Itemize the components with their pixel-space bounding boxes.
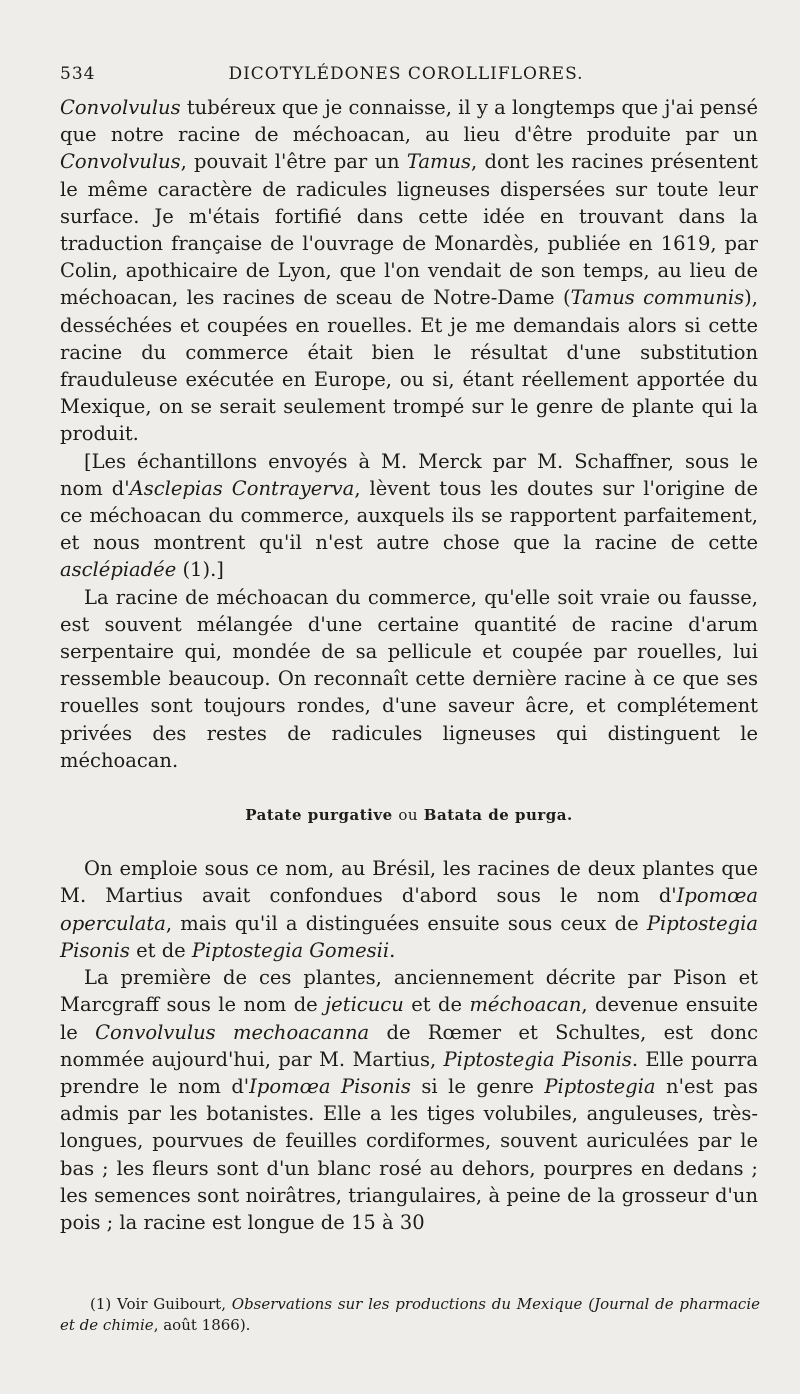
italic-run: Ipomœa Pisonis [249, 1074, 411, 1098]
italic-run: Ipomœa operculata [60, 884, 758, 935]
text-run: , dont les racines présentent le même caractère de radicules ligneuses dispersées sur toute leur surface. Je m'étais fortifié dans cette idée en trouvant dans la traduction française de l'ouvrage de Monardès, publiée en 1619, par Colin, apothicaire de Lyon, que l'on vendait de son temps, au lieu de méchoacan, les racines de sceau de Notre-Dame ( [60, 150, 758, 310]
text-run: [Les échantillons envoyés à M. Merck par M. Schaffner, sous le nom d' [60, 449, 758, 500]
section-heading-connector: ou [398, 806, 419, 825]
italic-run: Piptostegia Gomesii [191, 938, 390, 962]
italic-run: Convolvulus mechoacanna [95, 1020, 370, 1044]
text-run: , devenue ensuite le [60, 993, 758, 1044]
page-number: 534 [60, 64, 96, 84]
text-run: n'est pas admis par les botanistes. Elle a les tiges volubiles, anguleuses, très-longues, pourvues de feuilles cordiformes, souvent auriculées par le bas ; les fleurs sont d'un blanc rosé au dehors, pourpres en dedans ; les semences sont noirâtres, triangulaires, à peine de la grosseur d'un pois ; la racine est longue de 15 à 30 [60, 1074, 758, 1234]
paragraph [60, 94, 758, 448]
section-heading [60, 802, 758, 829]
italic-run: Piptostegia Pisonis [443, 1047, 632, 1071]
paragraph [60, 584, 758, 774]
italic-run: asclépiadée [60, 558, 177, 582]
italic-run: Piptostegia Pisonis [60, 911, 758, 962]
text-run: , mais qu'il a distinguées ensuite sous ceux de [165, 911, 647, 935]
text-run: , lèvent tous les doutes sur l'origine de ce méchoacan du commerce, auxquels ils se rapportent parfaitement, et nous montrent qu'il n'est autre chose que la racine de cette [60, 476, 758, 555]
paragraph [60, 964, 758, 1236]
text-run: ), desséchées et coupées en rouelles. Et je me demandais alors si cette racine du commerce était bien le résultat d'une substitution frauduleuse exécutée en Europe, ou si, étant réellement apportée du Mexique, on se serait seulement trompé sur le genre de plante qui la produit. [60, 286, 758, 446]
italic-run: (Journal de pharmacie et de chimie [60, 1295, 761, 1334]
italic-run: Convolvulus [60, 96, 181, 119]
italic-run: jeticucu [325, 993, 404, 1017]
section-heading-part1: Patate purgative [245, 806, 393, 825]
footnote [60, 1294, 760, 1336]
section-heading-part2: Batata de purga. [423, 806, 573, 825]
text-run: On emploie sous ce nom, au Brésil, les racines de deux plantes que M. Martius avait confondues d'abord sous le nom d' [60, 857, 758, 908]
text-run: et de [403, 993, 470, 1017]
italic-run: Asclepias Contrayerva [129, 476, 355, 500]
text-run: de Rœmer et Schultes, est donc nommée aujourd'hui, par M. Martius, [60, 1020, 758, 1071]
text-run: , août 1866). [153, 1316, 251, 1334]
italic-run: Observations sur les productions du Mexique [231, 1295, 583, 1313]
text-run: Voir Guibourt, [111, 1295, 232, 1313]
italic-run: Piptostegia [544, 1074, 656, 1098]
text-run: si le genre [410, 1074, 545, 1098]
footnote-text [60, 1295, 760, 1334]
text-run: et de [129, 938, 192, 962]
italic-run: Convolvulus [60, 150, 181, 174]
page-header [60, 64, 752, 88]
italic-run: Tamus [406, 150, 472, 174]
text-run: (1).] [176, 558, 224, 582]
text-run: La racine de méchoacan du commerce, qu'elle soit vraie ou fausse, est souvent mélangée d'une certaine quantité de racine d'arum serpentaire qui, mondée de sa pellicule et coupée par rouelles, lui ressemble beaucoup. On reconnaît cette dernière racine à ce que ses rouelles sont toujours rondes, d'une saveur âcre, et complétement privées des restes de radicules ligneuses qui distinguent le méchoacan. [60, 585, 758, 772]
italic-run: méchoacan [469, 993, 582, 1017]
text-run: . [389, 938, 396, 962]
text-run: . Elle pourra prendre le nom d' [60, 1047, 759, 1098]
body-text [60, 94, 758, 1236]
paragraph [60, 855, 758, 964]
text-run: , pouvait l'être par un [180, 150, 407, 174]
running-head: DICOTYLÉDONES COROLLIFLORES. [228, 64, 584, 84]
paragraph [60, 448, 758, 584]
footnote-mark: (1) [90, 1295, 112, 1313]
text-run: La première de ces plantes, anciennement décrite par Pison et Marcgraff sous le nom de [60, 966, 758, 1017]
italic-run: Tamus communis [570, 286, 745, 310]
text-run: tubéreux que je connaisse, il y a longtemps que j'ai pensé que notre racine de méchoacan, au lieu d'être produite par un [60, 96, 758, 147]
